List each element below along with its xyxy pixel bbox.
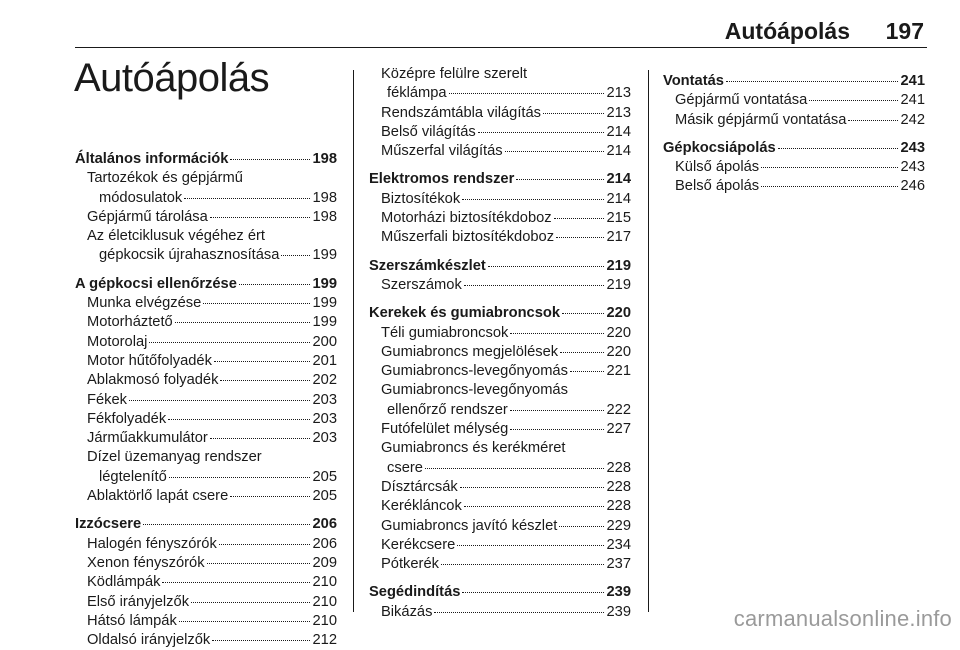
toc-entry-page: 241 <box>900 73 925 89</box>
toc-entry-title: Külső ápolás <box>675 159 760 176</box>
toc-section-entry[interactable] <box>369 304 631 323</box>
toc-entry[interactable] <box>663 111 925 130</box>
toc-entry-title: Gépjármű vontatása <box>675 92 808 109</box>
toc-entry-title: Gumiabroncs javító készlet <box>381 517 558 534</box>
dot-leader <box>464 285 605 286</box>
toc-entry[interactable] <box>75 246 337 265</box>
toc-entry-line: Középre felülre szerelt <box>381 66 528 82</box>
toc-entry-page: 206 <box>312 516 337 533</box>
toc-entry[interactable] <box>75 487 337 506</box>
toc-section-entry[interactable] <box>369 170 631 189</box>
toc-entry[interactable] <box>369 84 631 103</box>
toc-entry-title: Motorolaj <box>87 333 148 350</box>
toc-entry[interactable] <box>75 631 337 650</box>
toc-entry-title: Szerszámok <box>381 276 462 293</box>
toc-section-entry[interactable] <box>369 583 631 602</box>
toc-entry-title: Általános információk <box>75 151 229 167</box>
toc-entry-title: Fékfolyadék <box>87 410 167 427</box>
dot-leader <box>441 564 605 565</box>
toc-entry-title: Belső világítás <box>381 123 476 140</box>
toc-entry-title: Dísztárcsák <box>381 478 458 495</box>
toc-entry-page: 214 <box>606 123 631 140</box>
toc-entry[interactable] <box>75 573 337 592</box>
toc-entry-title: Gépjármű tárolása <box>87 208 208 225</box>
page-number: 197 <box>885 18 924 44</box>
toc-entry-page: 239 <box>606 603 631 620</box>
toc-entry[interactable] <box>75 468 337 487</box>
dot-leader <box>516 179 604 180</box>
toc-entry[interactable] <box>369 459 631 478</box>
toc-entry-title: Biztosítékok <box>381 190 461 207</box>
dot-leader <box>212 640 310 641</box>
toc-entry[interactable] <box>75 410 337 429</box>
toc-entry-page: 228 <box>606 498 631 515</box>
toc-entry-title: Fékek <box>87 391 127 408</box>
dot-leader <box>207 563 311 564</box>
toc-entry-page: 210 <box>312 593 337 610</box>
toc-entry-page: 234 <box>606 536 631 553</box>
toc-entry-page: 220 <box>606 343 631 360</box>
toc-entry[interactable] <box>663 177 925 196</box>
dot-leader <box>179 621 311 622</box>
dot-leader <box>214 361 311 362</box>
toc-entry-page: 214 <box>606 143 631 160</box>
toc-entry-page: 205 <box>312 488 337 505</box>
watermark-logo: carmanualsonline.info <box>733 606 952 631</box>
toc-entry-line: Gumiabroncs-levegőnyomás <box>381 382 568 399</box>
header-rule <box>75 47 927 48</box>
toc-entry-page: 219 <box>606 257 631 274</box>
toc-entry-page: 198 <box>312 208 337 225</box>
toc-entry[interactable] <box>75 554 337 573</box>
running-header-title: Autóápolás <box>724 18 850 44</box>
dot-leader <box>761 167 898 168</box>
toc-entry-page: 205 <box>312 468 337 485</box>
dot-leader <box>425 468 605 469</box>
dot-leader <box>510 333 604 334</box>
toc-entry[interactable] <box>369 603 631 622</box>
toc-entry[interactable] <box>369 123 631 142</box>
toc-entry[interactable] <box>75 391 337 410</box>
column-divider <box>353 70 354 612</box>
toc-entry[interactable] <box>369 276 631 295</box>
toc-entry[interactable] <box>369 228 631 247</box>
toc-entry-title: légtelenítő <box>99 468 167 485</box>
toc-entry-title: Motorházi biztosítékdoboz <box>381 210 552 227</box>
toc-entry-page: 198 <box>312 189 337 206</box>
toc-entry-title: Segédindítás <box>369 584 461 601</box>
dot-leader <box>556 237 604 238</box>
toc-entry[interactable] <box>75 189 337 208</box>
toc-entry-title: Első irányjelzők <box>87 593 190 610</box>
toc-entry-title: Motor hűtőfolyadék <box>87 352 212 369</box>
toc-entry-page: 212 <box>312 632 337 649</box>
toc-entry-page: 199 <box>312 275 337 292</box>
toc-section-entry[interactable] <box>75 515 337 534</box>
toc-section-entry[interactable] <box>663 72 925 91</box>
toc-entry-title: gépkocsik újrahasznosítása <box>99 247 280 264</box>
dot-leader <box>559 526 604 527</box>
toc-entry-page: 206 <box>312 535 337 552</box>
toc-entry-page: 199 <box>312 247 337 264</box>
toc-entry-page: 243 <box>900 139 925 156</box>
dot-leader <box>809 100 898 101</box>
dot-leader <box>129 400 310 401</box>
toc-entry-title: Rendszámtábla világítás <box>381 104 542 121</box>
dot-leader <box>510 410 605 411</box>
toc-entry-page: 199 <box>312 295 337 312</box>
toc-entry-page: 246 <box>900 178 925 195</box>
column-divider <box>648 70 649 612</box>
toc-entry-title: Szerszámkészlet <box>369 257 486 274</box>
toc-section-entry[interactable] <box>75 275 337 294</box>
toc-entry[interactable] <box>369 497 631 516</box>
toc-entry[interactable] <box>369 142 631 161</box>
dot-leader <box>149 342 310 343</box>
toc-entry-title: Másik gépjármű vontatása <box>675 111 847 128</box>
toc-entry-page: 221 <box>606 363 631 380</box>
dot-leader <box>281 255 310 256</box>
toc-entry-line: Gumiabroncs és kerékméret <box>381 440 566 457</box>
toc-entry[interactable] <box>369 517 631 536</box>
toc-entry-page: 203 <box>312 410 337 427</box>
dot-leader <box>488 266 605 267</box>
dot-leader <box>460 487 605 488</box>
dot-leader <box>203 303 310 304</box>
toc-entry-page: 229 <box>606 517 631 534</box>
toc-entry-title: Ablakmosó folyadék <box>87 372 219 389</box>
toc-entry-page: 227 <box>606 421 631 438</box>
toc-entry-page: 241 <box>900 92 925 109</box>
toc-entry-page: 219 <box>606 276 631 293</box>
toc-entry-title: Xenon fényszórók <box>87 554 205 571</box>
toc-entry-title: Hátsó lámpák <box>87 612 177 629</box>
toc-entry-page: 214 <box>606 171 631 188</box>
toc-entry-page: 222 <box>606 401 631 418</box>
dot-leader <box>184 198 310 199</box>
toc-entry-title: Futófelület mélység <box>381 421 509 438</box>
dot-leader <box>220 380 310 381</box>
toc-entry-page: 201 <box>312 352 337 369</box>
dot-leader <box>230 496 310 497</box>
dot-leader <box>210 217 311 218</box>
dot-leader <box>449 93 605 94</box>
toc-entry-page: 243 <box>900 159 925 176</box>
toc-entry[interactable] <box>75 313 337 332</box>
toc-entry[interactable] <box>369 343 631 362</box>
toc-entry[interactable] <box>75 593 337 612</box>
toc-entry-title: Belső ápolás <box>675 178 760 195</box>
dot-leader <box>462 592 604 593</box>
toc-entry-title: Munka elvégzése <box>87 295 202 312</box>
dot-leader <box>761 186 898 187</box>
dot-leader <box>848 120 898 121</box>
toc-entry-page: 210 <box>312 574 337 591</box>
toc-entry[interactable] <box>369 536 631 555</box>
toc-entry[interactable] <box>663 158 925 177</box>
dot-leader <box>554 218 605 219</box>
toc-entry-page: 198 <box>312 151 337 167</box>
dot-leader <box>230 159 310 160</box>
toc-column-1 <box>75 141 337 650</box>
toc-entry-title: ellenőrző rendszer <box>387 401 508 418</box>
toc-entry-page: 220 <box>606 305 631 322</box>
toc-entry-page: 239 <box>606 584 631 601</box>
toc-entry-page: 213 <box>606 104 631 121</box>
dot-leader <box>219 544 311 545</box>
toc-entry-page: 200 <box>312 333 337 350</box>
toc-entry[interactable] <box>75 352 337 371</box>
toc-entry-title: A gépkocsi ellenőrzése <box>75 275 237 292</box>
toc-entry-title: Pótkerék <box>381 556 439 573</box>
toc-section-entry[interactable] <box>75 150 337 169</box>
dot-leader <box>162 582 310 583</box>
toc-entry-title: Izzócsere <box>75 516 142 533</box>
dot-leader <box>543 113 604 114</box>
toc-entry[interactable] <box>369 401 631 420</box>
toc-entry-title: Kerékláncok <box>381 498 462 515</box>
toc-entry[interactable] <box>369 324 631 343</box>
toc-entry-page: 242 <box>900 111 925 128</box>
toc-entry-title: Kerekek és gumiabroncsok <box>369 305 561 322</box>
dot-leader <box>143 524 310 525</box>
dot-leader <box>210 438 311 439</box>
toc-entry-title: Oldalsó irányjelzők <box>87 632 211 649</box>
toc-entry-page: 210 <box>312 612 337 629</box>
toc-column-2 <box>369 65 631 622</box>
toc-entry-title: Bikázás <box>381 603 433 620</box>
toc-entry[interactable] <box>75 612 337 631</box>
toc-section-entry[interactable] <box>663 139 925 158</box>
toc-entry[interactable] <box>75 294 337 313</box>
toc-entry[interactable] <box>75 208 337 227</box>
toc-entry[interactable] <box>75 535 337 554</box>
toc-entry-title: Gépkocsiápolás <box>663 139 776 156</box>
toc-column-3 <box>663 72 925 197</box>
toc-entry[interactable] <box>75 371 337 390</box>
dot-leader <box>478 132 605 133</box>
toc-entry[interactable] <box>75 429 337 448</box>
dot-leader <box>726 81 899 82</box>
toc-entry-page: 217 <box>606 229 631 246</box>
toc-entry-line: Tartozékok és gépjármű <box>87 170 243 187</box>
toc-entry-title: Gumiabroncs megjelölések <box>381 343 559 360</box>
toc-entry[interactable] <box>75 333 337 352</box>
toc-entry-title: Műszerfal világítás <box>381 143 503 160</box>
dot-leader <box>510 429 604 430</box>
toc-entry-title: Járműakkumulátor <box>87 430 208 447</box>
toc-entry-title: Ablaktörlő lapát csere <box>87 488 229 505</box>
dot-leader <box>560 352 604 353</box>
dot-leader <box>505 151 605 152</box>
toc-entry-line: Dízel üzemanyag rendszer <box>87 449 262 466</box>
toc-entry[interactable] <box>369 362 631 381</box>
toc-entry[interactable] <box>663 91 925 110</box>
dot-leader <box>778 148 899 149</box>
dot-leader <box>434 612 604 613</box>
toc-entry-title: csere <box>387 459 423 476</box>
toc-entry-page: 220 <box>606 324 631 341</box>
toc-entry-title: Műszerfali biztosítékdoboz <box>381 229 555 246</box>
toc-entry[interactable] <box>369 209 631 228</box>
toc-entry-title: Téli gumiabroncsok <box>381 324 509 341</box>
toc-entry-title: Gumiabroncs-levegőnyomás <box>381 363 568 380</box>
toc-entry-page: 203 <box>312 391 337 408</box>
chapter-title: Autóápolás <box>74 56 270 100</box>
toc-entry-title: Vontatás <box>663 73 724 89</box>
dot-leader <box>570 371 605 372</box>
toc-entry-page: 203 <box>312 430 337 447</box>
toc-entry[interactable] <box>369 555 631 574</box>
toc-entry-line: Az életciklusuk végéhez ért <box>87 228 265 245</box>
toc-section-entry[interactable] <box>369 257 631 276</box>
toc-entry-page: 237 <box>606 556 631 573</box>
toc-entry-title: Kerékcsere <box>381 536 456 553</box>
toc-entry-page: 215 <box>606 210 631 227</box>
toc-entry-title: Elektromos rendszer <box>369 171 515 188</box>
toc-entry-title: féklámpa <box>387 85 447 102</box>
toc-entry[interactable] <box>369 190 631 209</box>
dot-leader <box>175 322 311 323</box>
dot-leader <box>168 419 310 420</box>
dot-leader <box>562 313 604 314</box>
dot-leader <box>457 545 604 546</box>
toc-entry-title: Halogén fényszórók <box>87 535 217 552</box>
toc-entry[interactable] <box>369 478 631 497</box>
dot-leader <box>462 199 604 200</box>
dot-leader <box>464 506 605 507</box>
toc-entry[interactable] <box>369 420 631 439</box>
toc-entry-title: módosulatok <box>99 189 183 206</box>
toc-entry-page: 228 <box>606 459 631 476</box>
toc-entry-page: 199 <box>312 314 337 331</box>
toc-entry-page: 228 <box>606 478 631 495</box>
dot-leader <box>169 477 311 478</box>
toc-entry-title: Motorháztető <box>87 314 173 331</box>
toc-entry[interactable] <box>369 104 631 123</box>
dot-leader <box>239 284 311 285</box>
dot-leader <box>191 602 310 603</box>
toc-entry-page: 202 <box>312 372 337 389</box>
toc-entry-page: 209 <box>312 554 337 571</box>
toc-entry-page: 214 <box>606 190 631 207</box>
toc-entry-page: 213 <box>606 85 631 102</box>
toc-entry-title: Ködlámpák <box>87 574 161 591</box>
